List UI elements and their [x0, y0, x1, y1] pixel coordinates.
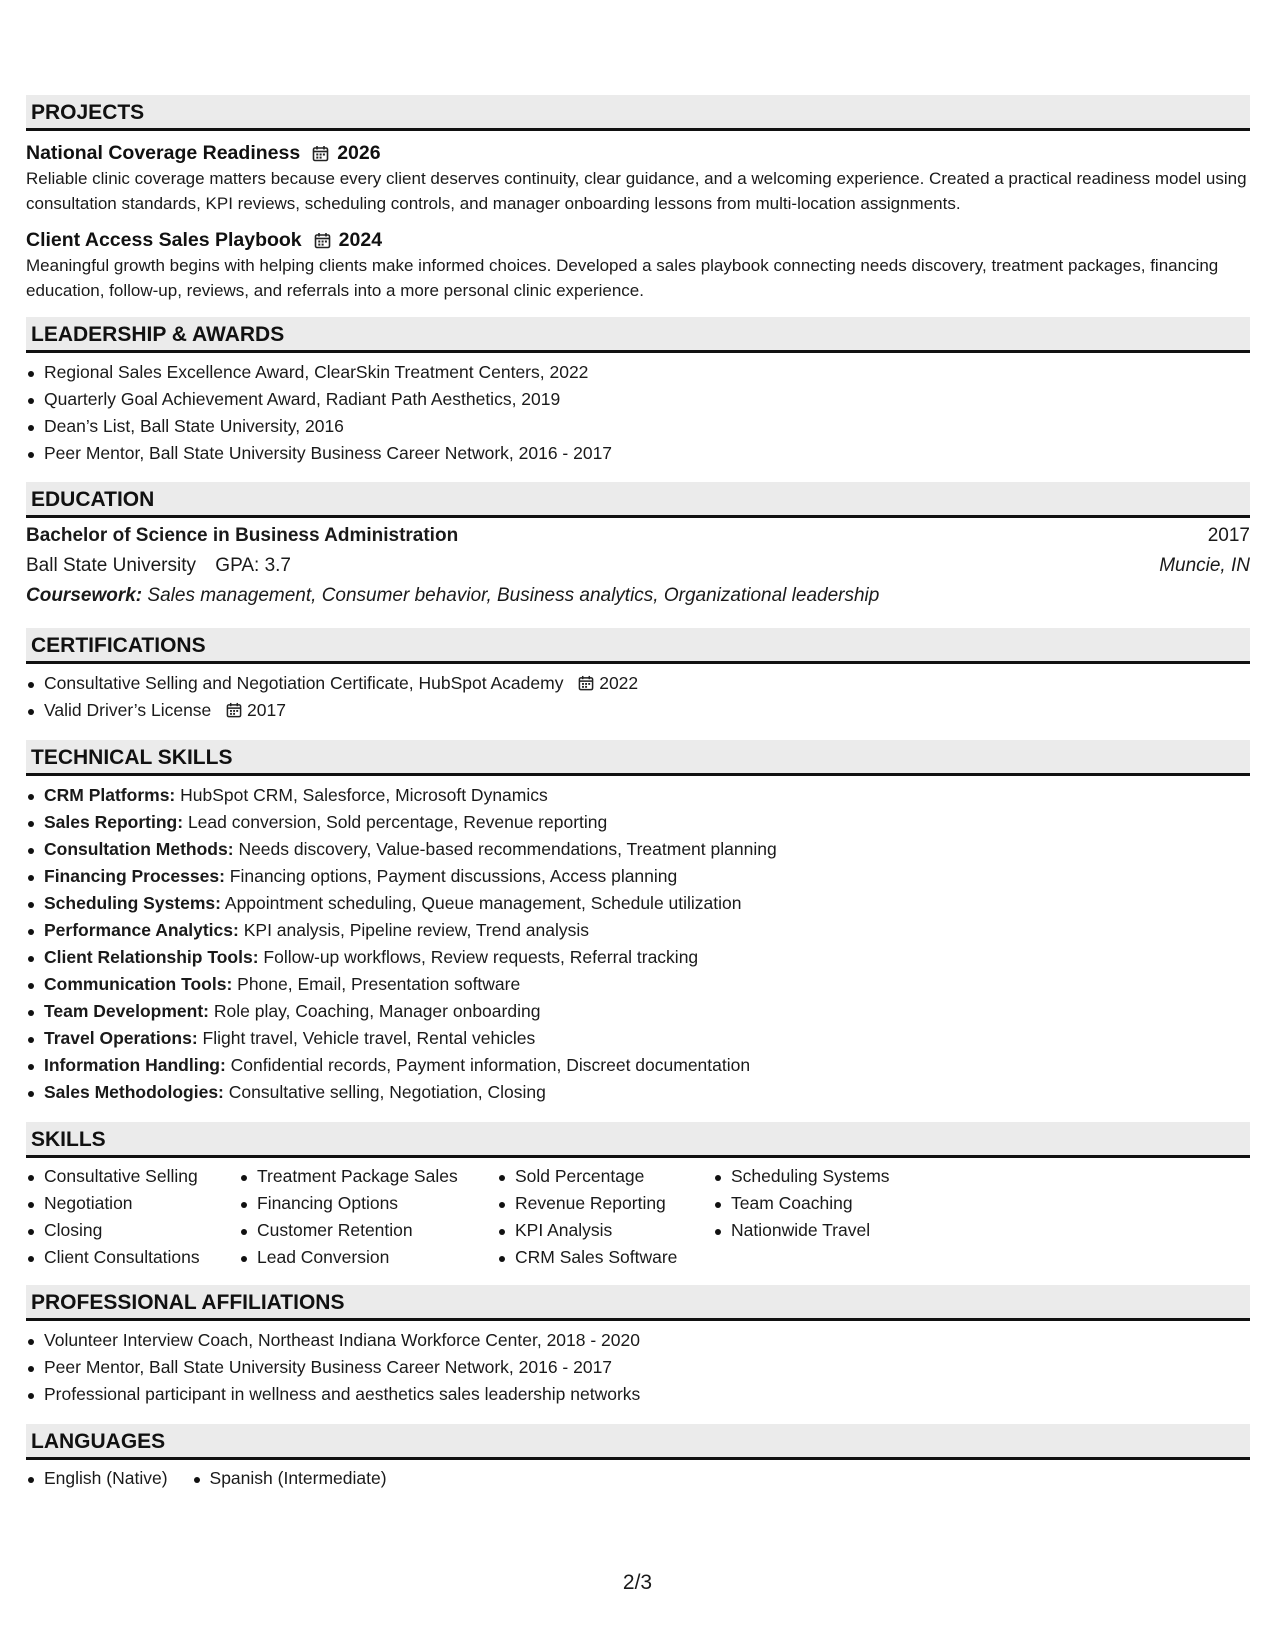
- skill-values: Flight travel, Vehicle travel, Rental vehicles: [202, 1028, 536, 1048]
- list-item: English (Native): [26, 1465, 168, 1492]
- list-item: [26, 971, 1250, 998]
- leadership-list: [26, 359, 1250, 467]
- list-item: Client Consultations: [26, 1244, 239, 1271]
- list-item: [26, 836, 1250, 863]
- section-heading-languages: LANGUAGES: [26, 1424, 1250, 1460]
- section-heading-affiliations: PROFESSIONAL AFFILIATIONS: [26, 1285, 1250, 1321]
- list-item: [26, 670, 1250, 697]
- skills-column: [713, 1163, 890, 1271]
- list-item: Team Coaching: [713, 1190, 890, 1217]
- list-item: Negotiation: [26, 1190, 239, 1217]
- skill-values: Lead conversion, Sold percentage, Revenue reporting: [187, 812, 608, 832]
- list-item: Treatment Package Sales: [239, 1163, 497, 1190]
- list-item: [26, 998, 1250, 1025]
- calendar-icon: [312, 145, 329, 162]
- list-item: [26, 1025, 1250, 1052]
- page-number: 2/3: [622, 1571, 653, 1594]
- skills-column: [497, 1163, 713, 1271]
- project-description: Meaningful growth begins with helping clients make informed choices. Developed a sales playbook connecting needs discovery, treatment packages, financing education, follow-up, reviews, and referrals into a more personal clinic experience.: [26, 256, 1219, 300]
- calendar-icon: [578, 672, 594, 688]
- skill-values: Confidential records, Payment information, Discreet documentation: [230, 1055, 751, 1075]
- list-item: [26, 697, 1250, 724]
- skill-category: CRM Platforms:: [44, 785, 176, 805]
- skill-category: Financing Processes:: [44, 866, 225, 886]
- list-item: [26, 890, 1250, 917]
- list-item: [26, 809, 1250, 836]
- skill-category: Communication Tools:: [44, 974, 233, 994]
- skill-category: Scheduling Systems:: [44, 893, 221, 913]
- list-item: Peer Mentor, Ball State University Business Career Network, 2016 - 2017: [26, 440, 1250, 467]
- graduation-year: 2017: [1207, 525, 1250, 546]
- list-item: CRM Sales Software: [497, 1244, 713, 1271]
- skill-category: Performance Analytics:: [44, 920, 239, 940]
- project-description: Reliable clinic coverage matters because every client deserves continuity, clear guidance, and a welcoming experience. Created a practical readiness model using consultation standards, KPI reviews, scheduling controls, and manager onboarding lessons from multi-location assignments.: [26, 169, 1247, 213]
- certification-name: Consultative Selling and Negotiation Certificate, HubSpot Academy: [44, 673, 564, 693]
- degree: Bachelor of Science in Business Administration: [26, 525, 459, 546]
- list-item: Peer Mentor, Ball State University Business Career Network, 2016 - 2017: [26, 1354, 1250, 1381]
- skill-values: Consultative selling, Negotiation, Closing: [228, 1082, 546, 1102]
- skill-values: Financing options, Payment discussions, Access planning: [229, 866, 678, 886]
- calendar-icon: [226, 699, 242, 715]
- list-item: Scheduling Systems: [713, 1163, 890, 1190]
- certification-name: Valid Driver’s License: [44, 700, 212, 720]
- list-item: [26, 917, 1250, 944]
- list-item: Regional Sales Excellence Award, ClearSkin Treatment Centers, 2022: [26, 359, 1250, 386]
- skill-category: Client Relationship Tools:: [44, 947, 259, 967]
- skill-category: Sales Reporting:: [44, 812, 184, 832]
- list-item: Consultative Selling: [26, 1163, 239, 1190]
- skill-values: HubSpot CRM, Salesforce, Microsoft Dynamics: [180, 785, 548, 805]
- coursework: Sales management, Consumer behavior, Business analytics, Organizational leadership: [147, 585, 880, 606]
- list-item: Closing: [26, 1217, 239, 1244]
- section-heading-skills: SKILLS: [26, 1122, 1250, 1158]
- list-item: Dean’s List, Ball State University, 2016: [26, 413, 1250, 440]
- skill-values: KPI analysis, Pipeline review, Trend analysis: [243, 920, 590, 940]
- skill-values: Appointment scheduling, Queue management, Schedule utilization: [224, 893, 742, 913]
- section-heading-technical-skills: TECHNICAL SKILLS: [26, 740, 1250, 776]
- section-heading-certifications: CERTIFICATIONS: [26, 628, 1250, 664]
- list-item: Customer Retention: [239, 1217, 497, 1244]
- skill-values: Follow-up workflows, Review requests, Referral tracking: [263, 947, 699, 967]
- section-heading-education: EDUCATION: [26, 482, 1250, 518]
- education-entry: [26, 521, 1250, 611]
- section-heading-leadership: LEADERSHIP & AWARDS: [26, 317, 1250, 353]
- skill-category: Travel Operations:: [44, 1028, 198, 1048]
- gpa: GPA: 3.7: [215, 555, 291, 576]
- list-item: Nationwide Travel: [713, 1217, 890, 1244]
- skill-category: Sales Methodologies:: [44, 1082, 224, 1102]
- list-item: Financing Options: [239, 1190, 497, 1217]
- coursework-label: Coursework:: [26, 585, 143, 606]
- list-item: Volunteer Interview Coach, Northeast Indiana Workforce Center, 2018 - 2020: [26, 1327, 1250, 1354]
- list-item: Revenue Reporting: [497, 1190, 713, 1217]
- list-item: [26, 1052, 1250, 1079]
- certification-year: 2017: [247, 700, 286, 720]
- affiliations-list: [26, 1327, 1250, 1408]
- project-year: 2026: [337, 141, 381, 164]
- list-item: Lead Conversion: [239, 1244, 497, 1271]
- calendar-icon: [314, 232, 331, 249]
- skill-category: Consultation Methods:: [44, 839, 234, 859]
- school-location: Muncie, IN: [1159, 555, 1250, 576]
- technical-skills-list: [26, 782, 1250, 1106]
- section-heading-projects: PROJECTS: [26, 95, 1250, 131]
- certifications-list: [26, 670, 1250, 724]
- list-item: Spanish (Intermediate): [192, 1465, 387, 1492]
- project-item: [26, 139, 1250, 216]
- skills-column: [239, 1163, 497, 1271]
- skill-category: Team Development:: [44, 1001, 209, 1021]
- list-item: [26, 944, 1250, 971]
- project-title: National Coverage Readiness: [26, 141, 301, 164]
- project-year: 2024: [338, 228, 383, 251]
- list-item: KPI Analysis: [497, 1217, 713, 1244]
- list-item: [26, 1079, 1250, 1106]
- skills-columns: [26, 1163, 1250, 1271]
- skills-column: [26, 1163, 239, 1271]
- skill-values: Role play, Coaching, Manager onboarding: [213, 1001, 541, 1021]
- skill-values: Needs discovery, Value-based recommendations, Treatment planning: [238, 839, 777, 859]
- skill-values: Phone, Email, Presentation software: [237, 974, 521, 994]
- resume-page: [26, 95, 1250, 1492]
- list-item: [26, 782, 1250, 809]
- languages-row: [26, 1465, 1250, 1492]
- project-item: [26, 226, 1250, 303]
- project-title: Client Access Sales Playbook: [26, 228, 302, 251]
- list-item: Quarterly Goal Achievement Award, Radiant Path Aesthetics, 2019: [26, 386, 1250, 413]
- certification-year: 2022: [599, 673, 639, 693]
- skill-category: Information Handling:: [44, 1055, 226, 1075]
- list-item: [26, 863, 1250, 890]
- list-item: Sold Percentage: [497, 1163, 713, 1190]
- school-name: Ball State University: [26, 555, 197, 576]
- list-item: Professional participant in wellness and aesthetics sales leadership networks: [26, 1381, 1250, 1408]
